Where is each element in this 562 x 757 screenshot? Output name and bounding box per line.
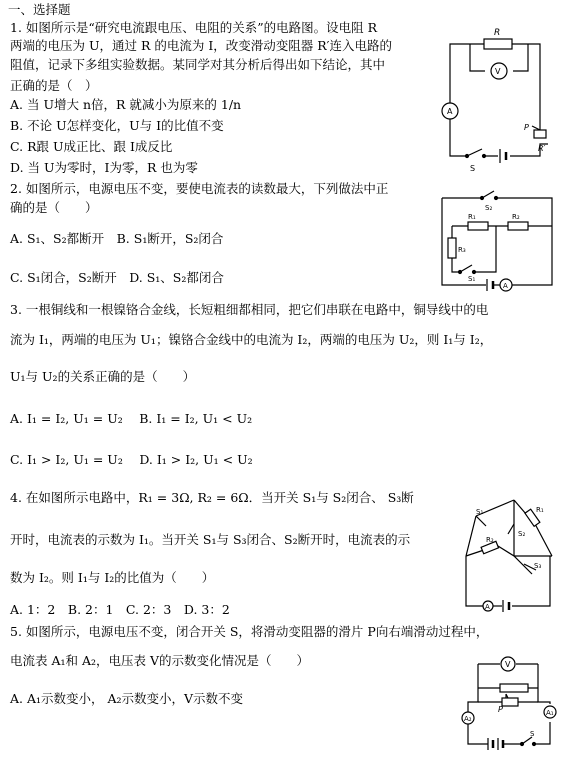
rheostat-r-prime (534, 130, 546, 138)
label-r3: R₃ (458, 246, 466, 254)
q4-stem-line3: 数为 I₂。则 I₁与 I₂的比值为（ ） (10, 570, 215, 585)
q3-stem-line1: 3. 一根铜线和一根镍铬合金线，长短粗细都相同，把它们串联在电路中，铜导线中的电 (10, 302, 489, 317)
q2-stem-line2: 确的是（ ） (10, 200, 98, 215)
rheostat (502, 698, 518, 706)
label-s2: S₂ (485, 204, 493, 212)
q1-option-a: A. 当 U增大 n倍，R 就减小为原来的 1/n (10, 97, 242, 112)
switch-s-icon (521, 737, 536, 746)
q2-circuit-diagram (438, 188, 558, 292)
q4-stem-line1: 4. 在如图所示电路中，R₁ = 3Ω, R₂ = 6Ω．当开关 S₁与 S₂闭合、 S₃断 (10, 490, 414, 505)
switch-s1-icon (476, 516, 486, 526)
q4-stem-line2: 开时，电流表的示数为 I₁。当开关 S₁与 S₃闭合、S₂断开时，电流表的示 (10, 532, 411, 547)
switch-s2-icon (481, 191, 498, 200)
label-r1: R₁ (536, 506, 544, 514)
q1-option-d: D. 当 U为零时，I为零，R 也为零 (10, 160, 198, 175)
q4-options: A. 1：2 B. 2：1 C. 2：3 D. 3：2 (10, 602, 230, 617)
label-a: A (503, 282, 508, 290)
label-v: V (505, 660, 511, 669)
q3-options-ab: A. I₁ = I₂, U₁ = U₂ B. I₁ = I₂, U₁ < U₂ (10, 411, 253, 426)
label-s2: S₂ (518, 530, 526, 538)
label-a: A (447, 107, 453, 116)
q1-option-b: B. 不论 U怎样变化，U与 I的比值不变 (10, 118, 224, 133)
label-s: S (470, 164, 476, 173)
q1-circuit-diagram (440, 26, 558, 176)
label-r2: R₂ (512, 213, 520, 221)
label-p: P (498, 705, 503, 714)
label-s: S (530, 730, 535, 738)
section-title: 一、选择题 (8, 2, 71, 17)
q5-stem-line2: 电流表 A₁和 A₂，电压表 V的示数变化情况是（ ） (10, 653, 310, 668)
label-a2: A₂ (464, 715, 472, 723)
resistor-r2 (508, 222, 528, 230)
q3-options-cd: C. I₁ > I₂, U₁ = U₂ D. I₁ > I₂, U₁ < U₂ (10, 452, 253, 467)
resistor-r3 (448, 238, 456, 258)
battery-icon (488, 738, 503, 750)
switch-s1-icon (459, 265, 476, 274)
battery-icon (500, 149, 506, 163)
label-a: A (485, 603, 490, 611)
q1-stem-line2: 两端的电压为 U，通过 R 的电流为 I，改变滑动变阻器 R′连入电路的 (10, 38, 393, 53)
battery-icon (503, 600, 509, 612)
q3-stem-line3: U₁与 U₂的关系正确的是（ ） (10, 369, 196, 384)
resistor-r1 (468, 222, 488, 230)
resistor-top (500, 684, 528, 692)
label-s3: S₃ (534, 562, 542, 570)
label-r: R (494, 28, 501, 38)
label-r-prime: R′ (538, 144, 546, 153)
resistor-r (484, 39, 512, 49)
q3-stem-line2: 流为 I₁，两端的电压为 U₁；镍铬合金线中的电流为 I₂，两端的电压为 U₂，则 I₁与 I₂， (10, 332, 493, 347)
label-r2: R₂ (486, 536, 494, 544)
battery-icon (487, 279, 493, 291)
label-v: V (495, 67, 501, 76)
switch-s-icon (466, 149, 486, 158)
q2-stem-line1: 2. 如图所示，电源电压不变，要使电流表的读数最大，下列做法中正 (10, 181, 389, 196)
q4-circuit-diagram (462, 494, 556, 612)
label-a1: A₁ (546, 709, 554, 717)
label-p: P (524, 123, 529, 132)
q2-options-cd: C. S₁闭合，S₂断开 D. S₁、S₂都闭合 (10, 270, 224, 285)
q1-option-c: C. R跟 U成正比、跟 I成反比 (10, 139, 173, 154)
switch-s2-icon (508, 524, 514, 534)
q1-stem-line1: 1. 如图所示是“研究电流跟电压、电阻的关系”的电路图。设电阻 R (10, 20, 378, 35)
slider-p-icon (532, 126, 540, 130)
q1-stem-line3: 阻值，记录下多组实验数据。某同学对其分析后得出如下结论，其中 (10, 57, 386, 72)
q5-stem-line1: 5. 如图所示，电源电压不变，闭合开关 S，将滑动变阻器的滑片 P向右端滑动过程中， (10, 624, 489, 639)
q2-options-ab: A. S₁、S₂都断开 B. S₁断开，S₂闭合 (10, 231, 224, 246)
q1-stem-line4: 正确的是（ ） (10, 78, 98, 93)
label-s1: S₁ (476, 508, 484, 516)
q5-option-a: A. A₁示数变小， A₂示数变小，V示数不变 (10, 691, 244, 706)
label-r1: R₁ (468, 213, 476, 221)
q5-circuit-diagram (458, 652, 558, 752)
label-s1: S₁ (468, 275, 476, 283)
